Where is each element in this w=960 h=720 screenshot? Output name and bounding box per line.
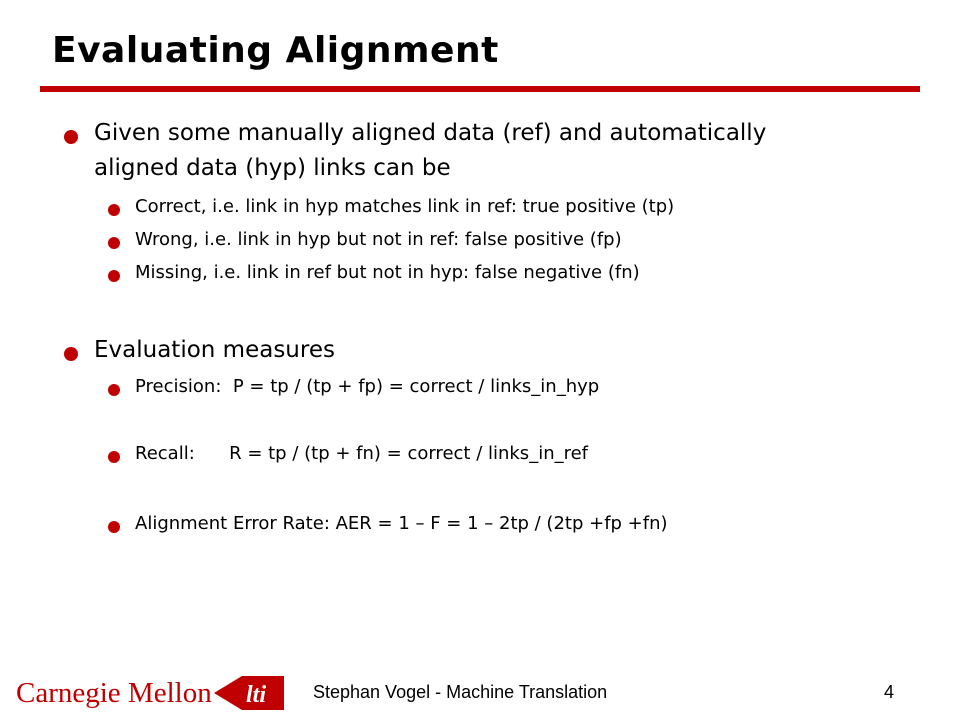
title-divider — [40, 86, 920, 92]
logo-text: Carnegie Mellon — [16, 677, 212, 709]
sub-bullet-dot — [108, 521, 120, 533]
page-number: 4 — [884, 682, 895, 702]
logo-mark: lti — [246, 682, 267, 708]
sub-bullet-wrong: Wrong, i.e. link in hyp but not in ref: false positive (fp) — [135, 229, 622, 250]
sub-bullet-correct: Correct, i.e. link in hyp matches link in ref: true positive (tp) — [135, 196, 675, 217]
bullet-given-line2: aligned data (hyp) links can be — [94, 155, 451, 181]
carnegie-mellon-lti-logo — [14, 672, 284, 714]
sub-bullet-recall: Recall: R = tp / (tp + fn) = correct / links_in_ref — [135, 443, 589, 464]
sub-bullet-dot — [108, 237, 120, 249]
sub-bullet-precision: Precision: P = tp / (tp + fp) = correct / links_in_hyp — [135, 376, 600, 397]
bullet-measures: Evaluation measures — [94, 337, 335, 363]
sub-bullet-dot — [108, 204, 120, 216]
footer-presenter: Stephan Vogel - Machine Translation — [313, 682, 608, 702]
sub-bullet-dot — [108, 451, 120, 463]
sub-bullet-dot — [108, 384, 120, 396]
bullet-dot — [64, 347, 78, 361]
sub-bullet-aer: Alignment Error Rate: AER = 1 – F = 1 – 2tp / (2tp +fp +fn) — [135, 513, 668, 534]
sub-bullet-dot — [108, 270, 120, 282]
slide-title: Evaluating Alignment — [52, 30, 499, 71]
sub-bullet-missing: Missing, i.e. link in ref but not in hyp: false negative (fn) — [135, 262, 640, 283]
bullet-dot — [64, 130, 78, 144]
bullet-given-line1: Given some manually aligned data (ref) and automatically — [94, 120, 767, 146]
